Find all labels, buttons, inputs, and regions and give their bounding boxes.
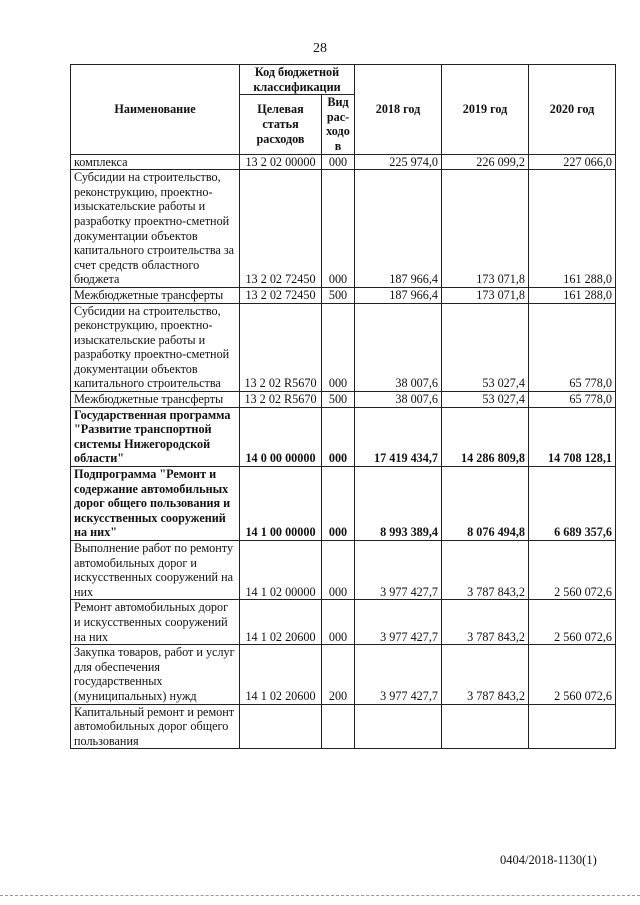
row-target-article xyxy=(240,704,322,749)
scan-edge-line xyxy=(0,895,640,896)
header-target-article: Целевая статья расходов xyxy=(240,95,322,154)
row-expense-kind: 500 xyxy=(322,392,355,408)
row-name: Межбюджетные трансферты xyxy=(71,287,240,303)
table-body xyxy=(71,154,616,749)
row-value-2020: 14 708 128,1 xyxy=(529,407,616,466)
table-row xyxy=(71,541,616,600)
row-target-article: 14 1 02 00000 xyxy=(240,541,322,600)
row-name: Капитальный ремонт и ремонт автомобильных дорог общего пользования xyxy=(71,704,240,749)
header-name: Наименование xyxy=(71,65,240,155)
row-value-2018: 3 977 427,7 xyxy=(355,541,442,600)
row-value-2019: 3 787 843,2 xyxy=(442,645,529,704)
row-value-2018: 3 977 427,7 xyxy=(355,645,442,704)
row-value-2020: 227 066,0 xyxy=(529,154,616,170)
row-value-2018: 38 007,6 xyxy=(355,392,442,408)
row-value-2020 xyxy=(529,704,616,749)
row-target-article: 13 2 02 00000 xyxy=(240,154,322,170)
row-expense-kind: 000 xyxy=(322,600,355,645)
row-name: Государственная программа "Развитие транспортной системы Нижегородской области" xyxy=(71,407,240,466)
row-name: Закупка товаров, работ и услуг для обеспечения государственных (муниципальных) нужд xyxy=(71,645,240,704)
row-name: Субсидии на строительство, реконструкцию, проектно-изыскательские работы и разработку проектно-сметной документации объектов капитального строительства xyxy=(71,303,240,392)
table-header xyxy=(71,65,616,155)
document-code: 0404/2018-1130(1) xyxy=(500,853,597,867)
row-name: Выполнение работ по ремонту автомобильных дорог и искусственных сооружений на них xyxy=(71,541,240,600)
table-row xyxy=(71,287,616,303)
row-expense-kind xyxy=(322,704,355,749)
row-name: Субсидии на строительство, реконструкцию, проектно-изыскательские работы и разработку проектно-сметной документации объектов капитального строительства за счет средств областного бюджета xyxy=(71,170,240,288)
row-value-2020: 161 288,0 xyxy=(529,170,616,288)
table-row xyxy=(71,645,616,704)
table-row xyxy=(71,407,616,466)
row-value-2019: 14 286 809,8 xyxy=(442,407,529,466)
table-row xyxy=(71,467,616,541)
row-value-2020: 65 778,0 xyxy=(529,392,616,408)
row-target-article: 13 2 02 72450 xyxy=(240,170,322,288)
row-expense-kind: 000 xyxy=(322,303,355,392)
row-value-2020: 2 560 072,6 xyxy=(529,645,616,704)
row-value-2018: 38 007,6 xyxy=(355,303,442,392)
page-number: 28 xyxy=(313,41,327,56)
row-value-2020: 2 560 072,6 xyxy=(529,600,616,645)
row-expense-kind: 000 xyxy=(322,467,355,541)
header-2018: 2018 год xyxy=(355,65,442,155)
table-row xyxy=(71,704,616,749)
row-value-2019: 173 071,8 xyxy=(442,287,529,303)
row-expense-kind: 000 xyxy=(322,170,355,288)
row-value-2020: 6 689 357,6 xyxy=(529,467,616,541)
row-target-article: 13 2 02 R5670 xyxy=(240,392,322,408)
table-row xyxy=(71,154,616,170)
row-name: Межбюджетные трансферты xyxy=(71,392,240,408)
row-value-2019: 3 787 843,2 xyxy=(442,541,529,600)
row-value-2018 xyxy=(355,704,442,749)
row-value-2018: 187 966,4 xyxy=(355,170,442,288)
row-name: Ремонт автомобильных дорог и искусственных сооружений на них xyxy=(71,600,240,645)
row-value-2019: 53 027,4 xyxy=(442,303,529,392)
header-expense-kind: Вид рас-ходов xyxy=(322,95,355,154)
table-row xyxy=(71,303,616,392)
row-target-article: 13 2 02 R5670 xyxy=(240,303,322,392)
row-value-2020: 2 560 072,6 xyxy=(529,541,616,600)
header-2019: 2019 год xyxy=(442,65,529,155)
row-value-2020: 65 778,0 xyxy=(529,303,616,392)
row-expense-kind: 500 xyxy=(322,287,355,303)
row-value-2019 xyxy=(442,704,529,749)
row-value-2019: 53 027,4 xyxy=(442,392,529,408)
row-name: Подпрограмма "Ремонт и содержание автомобильных дорог общего пользования и искусственных сооружений на них" xyxy=(71,467,240,541)
header-2020: 2020 год xyxy=(529,65,616,155)
row-value-2019: 8 076 494,8 xyxy=(442,467,529,541)
row-value-2020: 161 288,0 xyxy=(529,287,616,303)
row-value-2018: 187 966,4 xyxy=(355,287,442,303)
row-value-2018: 8 993 389,4 xyxy=(355,467,442,541)
table-row xyxy=(71,600,616,645)
row-expense-kind: 200 xyxy=(322,645,355,704)
row-target-article: 13 2 02 72450 xyxy=(240,287,322,303)
row-expense-kind: 000 xyxy=(322,154,355,170)
table-row xyxy=(71,170,616,288)
row-value-2018: 17 419 434,7 xyxy=(355,407,442,466)
row-value-2019: 3 787 843,2 xyxy=(442,600,529,645)
row-target-article: 14 1 02 20600 xyxy=(240,600,322,645)
row-value-2019: 226 099,2 xyxy=(442,154,529,170)
row-name: комплекса xyxy=(71,154,240,170)
row-target-article: 14 1 00 00000 xyxy=(240,467,322,541)
row-value-2018: 225 974,0 xyxy=(355,154,442,170)
row-value-2019: 173 071,8 xyxy=(442,170,529,288)
row-value-2018: 3 977 427,7 xyxy=(355,600,442,645)
row-target-article: 14 0 00 00000 xyxy=(240,407,322,466)
header-code-group: Код бюджетной классификации xyxy=(240,65,355,95)
budget-table xyxy=(70,64,616,749)
row-target-article: 14 1 02 20600 xyxy=(240,645,322,704)
row-expense-kind: 000 xyxy=(322,541,355,600)
table-row xyxy=(71,392,616,408)
row-expense-kind: 000 xyxy=(322,407,355,466)
